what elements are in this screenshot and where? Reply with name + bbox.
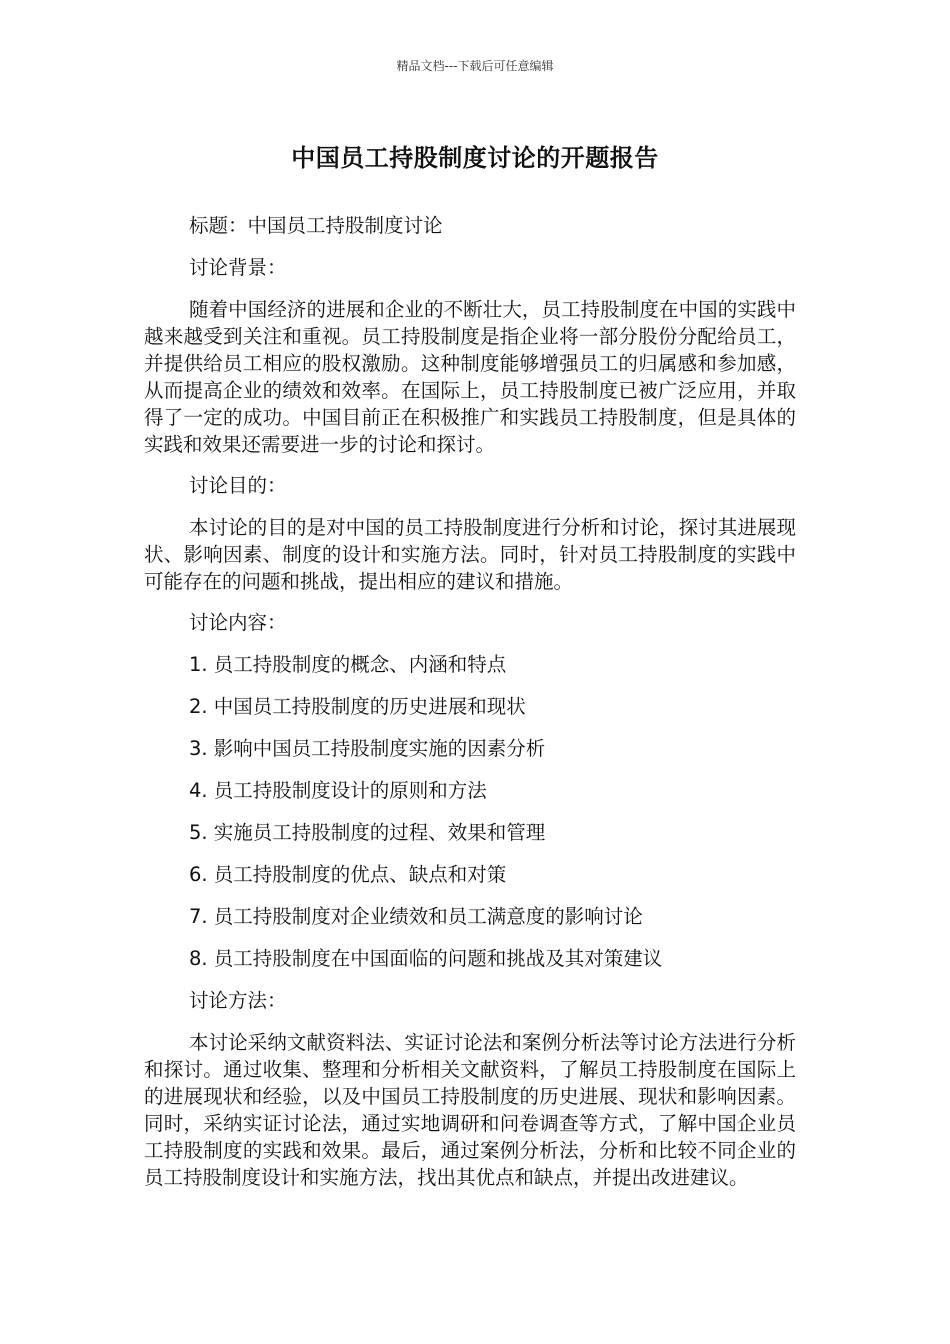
content-heading: 讨论内容：	[189, 611, 287, 634]
background-paragraph: 随着中国经济的进展和企业的不断壮大，员工持股制度在中国的实践中越来越受到关注和重视。员工持股制度是指企业将一部分股份分配给员工，并提供给员工相应的股权激励。这种制度能够增强员工的归属感和参加感，从而提高企业的绩效和效率。在国际上，员工持股制度已被广泛应用，并取得了一定的成功。中国目前正在积极推广和实践员工持股制度，但是具体的实践和效果还需要进一步的讨论和探讨。	[144, 298, 796, 456]
content-list-item: 4. 员工持股制度设计的原则和方法	[189, 779, 487, 802]
content-list-item: 3. 影响中国员工持股制度实施的因素分析	[189, 737, 546, 760]
content-list-item: 1. 员工持股制度的概念、内涵和特点	[189, 653, 507, 676]
topic-line: 标题：中国员工持股制度讨论	[189, 214, 443, 237]
purpose-heading: 讨论目的：	[189, 474, 287, 497]
content-list-item: 6. 员工持股制度的优点、缺点和对策	[189, 863, 507, 886]
purpose-paragraph: 本讨论的目的是对中国的员工持股制度进行分析和讨论，探讨其进展现状、影响因素、制度的设计和实施方法。同时，针对员工持股制度的实践中可能存在的问题和挑战，提出相应的建议和措施。	[144, 516, 796, 593]
content-list-item: 7. 员工持股制度对企业绩效和员工满意度的影响讨论	[189, 905, 643, 928]
method-heading: 讨论方法：	[189, 989, 287, 1012]
content-list-item: 5. 实施员工持股制度的过程、效果和管理	[189, 821, 546, 844]
document-title: 中国员工持股制度讨论的开题报告	[291, 144, 659, 172]
content-list-item: 8. 员工持股制度在中国面临的问题和挑战及其对策建议	[189, 947, 663, 970]
document-body	[144, 212, 796, 1205]
page-header-watermark: 精品文档---下载后可任意编辑	[396, 59, 554, 73]
background-heading: 讨论背景：	[189, 256, 287, 279]
content-list-item: 2. 中国员工持股制度的历史进展和现状	[189, 695, 526, 718]
method-paragraph: 本讨论采纳文献资料法、实证讨论法和案例分析法等讨论方法进行分析和探讨。通过收集、整理和分析相关文献资料，了解员工持股制度在国际上的进展现状和经验，以及中国员工持股制度的历史进展、现状和影响因素。同时，采纳实证讨论法，通过实地调研和问卷调查等方式，了解中国企业员工持股制度的实践和效果。最后，通过案例分析法，分析和比较不同企业的员工持股制度设计和实施方法，找出其优点和缺点，并提出改进建议。	[144, 1031, 796, 1189]
content-list	[144, 651, 796, 972]
